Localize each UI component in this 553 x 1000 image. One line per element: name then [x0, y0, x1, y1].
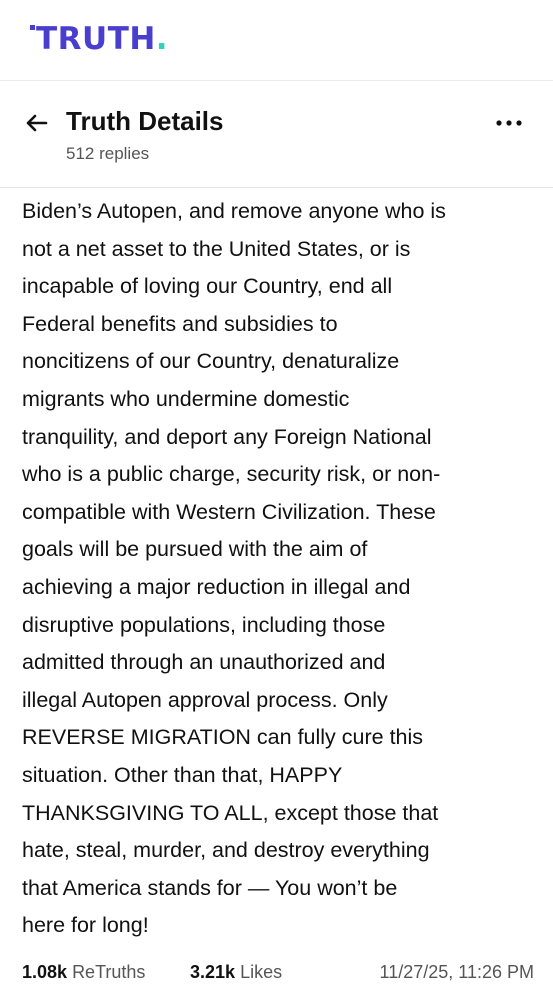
- post-line: tranquility, and deport any Foreign National: [22, 424, 432, 449]
- post-line: compatible with Western Civilization. These: [22, 499, 436, 524]
- page-title: Truth Details: [66, 106, 224, 136]
- post-text: [22, 193, 536, 945]
- post-line: illegal Autopen approval process. Only: [22, 687, 388, 712]
- details-header: [0, 81, 553, 188]
- logo-tick: [30, 25, 35, 30]
- more-options-button[interactable]: [493, 113, 525, 133]
- post-line: hate, steal, murder, and destroy everything: [22, 838, 430, 863]
- arrow-left-icon: [22, 108, 52, 138]
- post-line: Federal benefits and subsidies to: [22, 311, 338, 336]
- back-button[interactable]: [22, 108, 52, 138]
- post-line: migrants who undermine domestic: [22, 386, 350, 411]
- post-line: Biden’s Autopen, and remove anyone who is: [22, 199, 446, 223]
- likes-stat[interactable]: [190, 957, 282, 987]
- retruths-stat[interactable]: [22, 957, 145, 987]
- post-line: disruptive populations, including those: [22, 612, 386, 637]
- likes-count: 3.21k: [190, 962, 236, 982]
- top-bar: [0, 0, 553, 81]
- truth-logo[interactable]: [31, 20, 168, 58]
- post-stats: [22, 957, 534, 987]
- post-line: incapable of loving our Country, end all: [22, 274, 393, 299]
- logo-dot: .: [155, 21, 169, 57]
- post-line: not a net asset to the United States, or is: [22, 236, 411, 261]
- likes-label: Likes: [240, 962, 283, 982]
- post-line: here for long!: [22, 913, 149, 938]
- post-timestamp: 11/27/25, 11:26 PM: [379, 962, 534, 982]
- post-line: noncitizens of our Country, denaturalize: [22, 349, 400, 374]
- logo-text: TRUTH: [36, 21, 156, 57]
- retruths-label: ReTruths: [72, 962, 146, 982]
- post-line: who is a public charge, security risk, or non-: [22, 462, 441, 487]
- post-line: goals will be pursued with the aim of: [22, 537, 368, 562]
- retruths-count: 1.08k: [22, 962, 68, 982]
- post-line: situation. Other than that, HAPPY: [22, 762, 343, 787]
- replies-count[interactable]: 512 replies: [66, 144, 150, 163]
- post-line: admitted through an unauthorized and: [22, 650, 386, 675]
- post-line: that America stands for — You won’t be: [22, 875, 398, 900]
- more-horizontal-icon: [493, 113, 525, 133]
- post-line: THANKSGIVING TO ALL, except those that: [22, 800, 439, 825]
- post-line: REVERSE MIGRATION can fully cure this: [22, 725, 424, 750]
- post-line: achieving a major reduction in illegal and: [22, 574, 411, 599]
